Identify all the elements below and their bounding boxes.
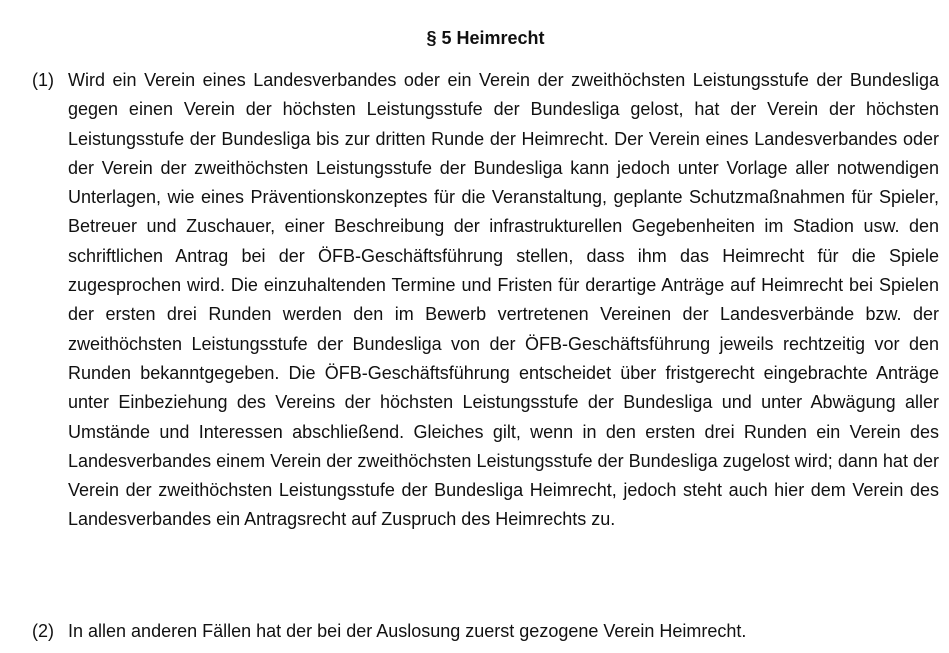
section-heading: § 5 Heimrecht [426,28,545,48]
paragraph-text: Wird ein Verein eines Landesverbandes oder ein Verein der zweithöchsten Leistungsstufe der Bundesliga gegen einen Verein der höchsten Leistungsstufe der Bundesliga gelost, hat der Verein der höchsten Leistungsstufe der Bundesliga bis zur dritten Runde der Heimrecht. Der Verein eines Landesverbandes oder der Verein der zweithöchsten Leistungsstufe der Bundesliga kann jedoch unter Vorlage aller notwendigen Unterlagen, wie eines Präventionskonzeptes für die Veranstaltung, geplante Schutzmaßnahmen für Spieler, Betreuer und Zuschauer, einer Beschreibung der infrastrukturellen Gegebenheiten im Stadion usw. den schriftlichen Antrag bei der ÖFB-Geschäftsführung stellen, dass ihm das Heimrecht für die Spiele zugesprochen wird. Die einzuhaltenden Termine und Fristen für derartige Anträge auf Heimrecht bei Spielen der ersten drei Runden werden den im Bewerb vertretenen Vereinen der Landesverbände bzw. der zweithöchsten Leistungsstufe der Bundesliga von der ÖFB-Geschäftsführung jeweils rechtzeitig vor den Runden bekanntgegeben. Die ÖFB-Geschäftsführung entscheidet über fristgerecht eingebrachte Anträge unter Einbeziehung des Vereins der höchsten Leistungsstufe der Bundesliga und unter Abwägung aller Umstände und Interessen abschließend. Gleiches gilt, wenn in den ersten drei Runden ein Verein des Landesverbandes einem Verein der zweithöchsten Leistungsstufe der Bundesliga zugelost wird; dann hat der Verein der zweithöchsten Leistungsstufe der Bundesliga Heimrecht, jedoch steht auch hier dem Verein des Landesverbandes ein Antragsrecht auf Zuspruch des Heimrechts zu. [68,70,939,530]
paragraph-2 [32,617,939,646]
paragraph-text: In allen anderen Fällen hat der bei der Auslosung zuerst gezogene Verein Heimrecht. [68,621,747,641]
paragraph-number: (1) [32,70,54,90]
paragraph-number: (2) [32,621,54,641]
paragraph-1 [32,66,939,535]
